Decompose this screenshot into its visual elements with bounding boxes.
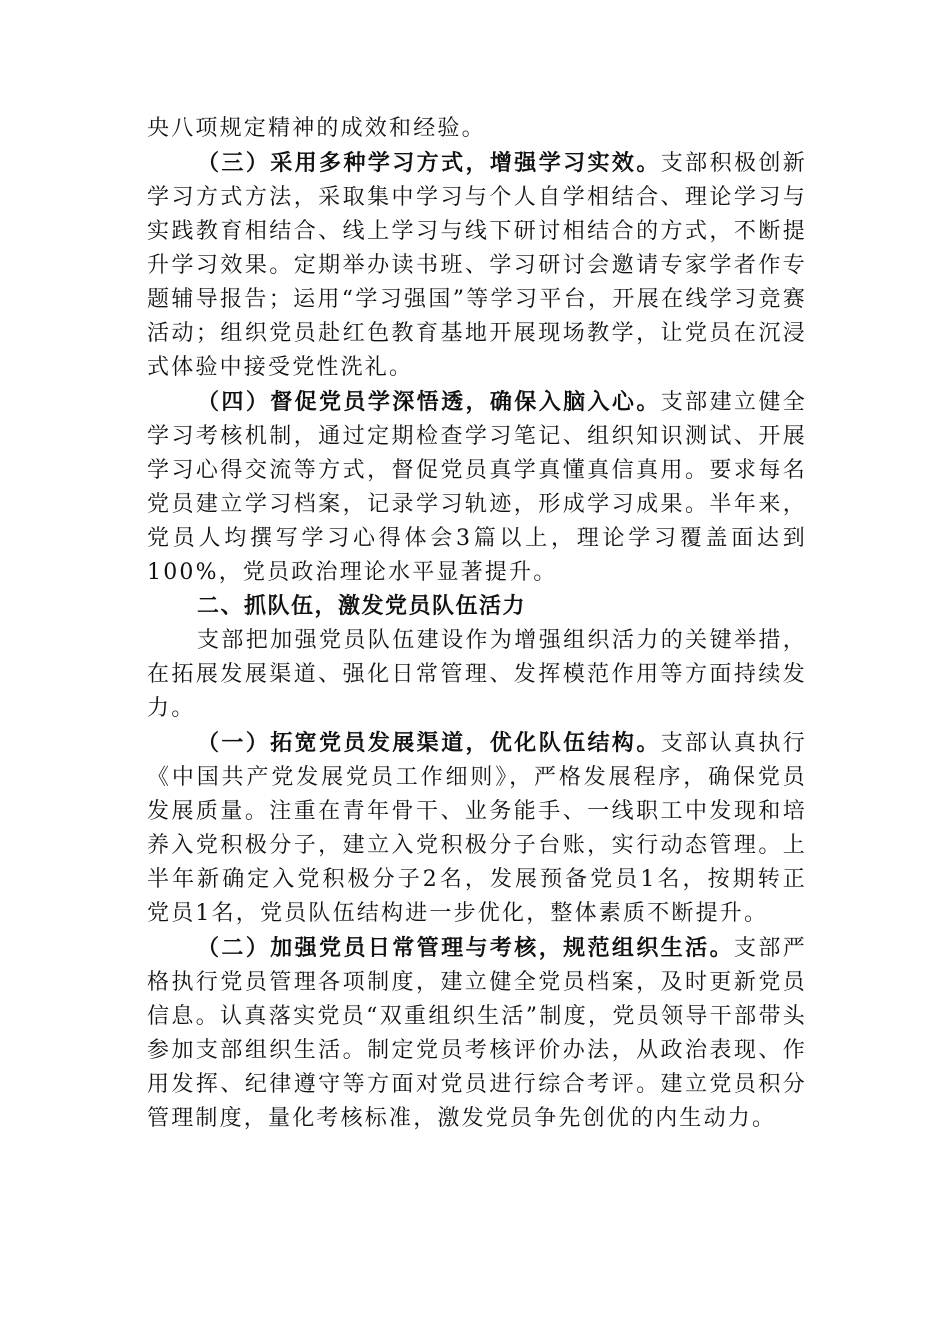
paragraph-continuation bbox=[147, 112, 807, 146]
paragraph-text: 支部把加强党员队伍建设作为增强组织活力的关键举措，在拓展发展渠道、强化日常管理、发挥模范作用等方面持续发力。 bbox=[147, 628, 807, 721]
document-page bbox=[147, 112, 807, 1136]
paragraph-section-intro bbox=[147, 624, 807, 726]
paragraph-text: 央八项规定精神的成效和经验。 bbox=[147, 116, 486, 141]
paragraph-text: 支部认真执行《中国共产党发展党员工作细则》，严格发展程序，确保党员发展质量。注重在青年骨干、业务能手、一线职工中发现和培养入党积极分子，建立入党积极分子台账，实行动态管理。上半年新确定入党积极分子2名，发展预备党员1名，按期转正党员1名，党员队伍结构进一步优化，整体素质不断提升。 bbox=[147, 731, 807, 926]
paragraph-subtitle: （四）督促党员学深悟透，确保入脑入心。 bbox=[197, 389, 661, 415]
paragraph-subtitle: （三）采用多种学习方式，增强学习实效。 bbox=[197, 150, 661, 176]
section-heading: 二、抓队伍，激发党员队伍活力 bbox=[197, 594, 527, 619]
paragraph-subtitle: （一）拓宽党员发展渠道，优化队伍结构。 bbox=[197, 730, 661, 756]
paragraph-learning-assessment bbox=[147, 385, 807, 590]
paragraph-text: 支部建立健全学习考核机制，通过定期检查学习笔记、组织知识测试、开展学习心得交流等方式，督促党员真学真懂真信真用。要求每名党员建立学习档案，记录学习轨迹，形成学习成果。半年来，党员人均撰写学习心得体会3篇以上，理论学习覆盖面达到100%，党员政治理论水平显著提升。 bbox=[147, 390, 807, 585]
paragraph-text: 支部积极创新学习方式方法，采取集中学习与个人自学相结合、理论学习与实践教育相结合、线上学习与线下研讨相结合的方式，不断提升学习效果。定期举办读书班、学习研讨会邀请专家学者作专题辅导报告；运用“学习强国”等学习平台，开展在线学习竞赛活动；组织党员赴红色教育基地开展现场教学，让党员在沉浸式体验中接受党性洗礼。 bbox=[147, 151, 807, 380]
paragraph-learning-methods bbox=[147, 146, 807, 385]
paragraph-text: 支部严格执行党员管理各项制度，建立健全党员档案，及时更新党员信息。认真落实党员“双重组织生活”制度，党员领导干部带头参加支部组织生活。制定党员考核评价办法，从政治表现、作用发挥、纪律遵守等方面对党员进行综合考评。建立党员积分管理制度，量化考核标准，激发党员争先创优的内生动力。 bbox=[147, 936, 808, 1131]
paragraph-member-development bbox=[147, 726, 807, 931]
paragraph-member-management bbox=[147, 931, 807, 1136]
paragraph-subtitle: （二）加强党员日常管理与考核，规范组织生活。 bbox=[197, 935, 734, 961]
